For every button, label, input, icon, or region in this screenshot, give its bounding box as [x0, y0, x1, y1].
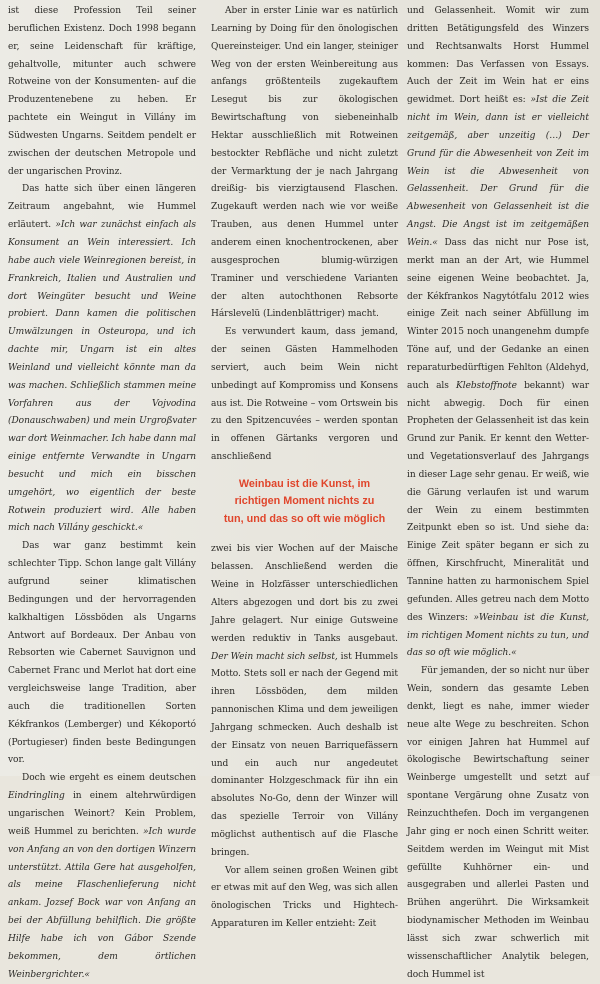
pull-quote-line: tun, und das so oft wie möglich	[223, 512, 386, 525]
text-column-3	[407, 3, 589, 984]
paragraph: Doch wie ergeht es einem deutschen Eindringling in einem altehrwürdigen ungarischen Weinort? Kein Problem, weiß Hummel zu berichten. »Ich wurde von Anfang an von den dortigen Winzern unterstützt. Attila Gere hat ausgeholfen, als meine Flaschenlieferung nicht ankam. Jozsef Bock war von Anfang an bei der Abfüllung behilflich. Die größte Hilfe habe ich von Gábor Szende bekommen, dem örtlichen Weinbergrichter.«	[8, 773, 196, 980]
text-column-2	[211, 3, 398, 934]
quote: »Weinbau ist die Kunst, im richtigen Moment nichts zu tun, und das so oft wie möglich.«	[407, 612, 589, 659]
pull-quote	[211, 476, 398, 529]
pull-quote-line: richtigen Moment nichts zu	[234, 495, 375, 508]
paragraph: Es verwundert kaum, dass jemand, der seinen Gästen Hammelhoden serviert, auch beim Wein nicht unbedingt auf Kompromiss und Konsens aus ist. Die Rotweine – vom Ortswein bis zu den Spitzencuvées – werden spontan in offenen Gärtanks vergoren und anschließend	[211, 327, 398, 463]
text-column-1	[8, 3, 196, 984]
paragraph: Das hatte sich über einen längeren Zeitraum angebahnt, wie Hummel erläutert. »Ich war zunächst einfach als Konsument an Wein interessiert. Ich habe auch viele Weinregionen bereist, in Frankreich, Italien und Australien und dort Weingüter besucht und Weine probiert. Dann kamen die politischen Umwälzungen in Osteuropa, und ich dachte mir, Ungarn ist ein altes Weinland und vielleicht könnte man da was machen. Schließlich stammen meine Vorfahren aus der Vojvodina (Donauschwaben) und mein Urgroßvater war dort Weinmacher. Ich habe dann mal einige entfernte Verwandte in Ungarn besucht und mich ein bisschen umgehört, wo eigentlich der beste Rotwein produziert wird. Alle haben mich nach Villány geschickt.«	[8, 184, 196, 534]
paragraph: Vor allem seinen großen Weinen gibt er etwas mit auf den Weg, was sich allen önologischen Tricks und Hightech-Apparaturen im Keller entzieht: Zeit	[211, 865, 398, 930]
pull-quote-line: Weinbau ist die Kunst, im	[238, 477, 371, 490]
paragraph: Aber in erster Linie war es natürlich Learning by Doing für den önologischen Quereinsteiger. Und ein langer, steiniger Weg von der ersten Weinbereitung aus anfangs größtenteils zugekauftem Lesegut bis zur ökologischen Bewirtschaftung von siebeneinhalb Hektar ausschließlich mit Rotweinen bestockter Rebfläche und nicht zuletzt der Vermarktung der je nach Jahrgang dreißig- bis vierzigtausend Flaschen. Zugekauft werden nach wie vor weiße Trauben, aus denen Hummel unter anderem einen knochentrockenen, aber ausgesprochen blumig-würzigen Traminer und verschiedene Varianten der alten autochthonen Rebsorte Hárslevelü (Lindenblättriger) macht.	[211, 6, 398, 320]
paragraph: Für jemanden, der so nicht nur über Wein, sondern das gesamte Leben denkt, liegt es nahe, immer wieder neue alte Wege zu beschreiten. Schon vor einigen Jahren hat Hummel auf ökologische Bewirtschaftung seiner Weinberge umgestellt und setzt auf spontane Vergärung ohne Zusatz von Reinzuchthefen. Doch im vergangenen Jahr ging er noch einen Schritt weiter. Seitdem werden im Weingut mit Mist gefüllte Kuhhörner ein- und ausgegraben und allerlei Pasten und Brühen angerührt. Die Wirksamkeit biodynamischer Methoden im Weinbau lässt sich zwar schwerlich mit wissenschaftlicher Analytik belegen, doch Hummel ist	[407, 666, 589, 980]
quote: »Ist die Zeit nicht im Wein, dann ist er vielleicht zeitgemäß, aber unzeitig (…) Der Grund für die Abwesenheit von Zeit im Wein ist die Abwesenheit von Gelassenheit. Der Grund für die Abwesenheit von Gelassenheit ist die Angst. Die Angst ist im zeitgemäßen Wein.«	[407, 95, 589, 248]
paragraph: und Gelassenheit. Womit wir zum dritten Betätigungsfeld des Winzers und Rechtsanwalts Horst Hummel kommen: Das Verfassen von Essays. Auch der Zeit im Wein hat er eins gewidmet. Dort heißt es: »Ist die Zeit nicht im Wein, dann ist er vielleicht zeitgemäß, aber unzeitig (…) Der Grund für die Abwesenheit von Zeit im Wein ist die Abwesenheit von Gelassenheit. Der Grund für die Abwesenheit von Gelassenheit ist die Angst. Die Angst ist im zeitgemäßen Wein.« Dass das nicht nur Pose ist, merkt man an der Art, wie Hummel seine eigenen Weine beobachtet. Ja, der Kékfrankos Nagytótfalu 2012 wies einige Zeit nach seiner Abfüllung im Winter 2015 noch unangenehm dumpfe Töne auf, und der Gedanke an einen reparaturbedürftigen Fehlton (Aldehyd, auch als Klebstoffnote bekannt) war nicht abwegig. Doch für einen Propheten der Gelassenheit ist das kein Grund zur Panik. Er kennt den Wetter- und Vegetationsverlauf des Jahrgangs in dieser Lage sehr genau. Er weiß, wie die Gärung verlaufen ist und warum der Wein zu einem bestimmten Zeitpunkt eben so ist. Und siehe da: Einige Zeit später begann er sich zu öffnen, Kirschfrucht, Mineralität und Tannine hatten zu harmonischem Spiel gefunden. Alles getreu nach dem Motto des Winzers: »Weinbau ist die Kunst, im richtigen Moment nichts zu tun, und das so oft wie möglich.«	[407, 6, 589, 659]
paragraph: Das war ganz bestimmt kein schlechter Tipp. Schon lange galt Villány aufgrund seiner klimatischen Bedingungen und der hervorragenden kalkhaltigen Lössböden als Ungarns Antwort auf Bordeaux. Der Anbau von Rebsorten wie Cabernet Sauvignon und Cabernet Franc und Merlot hat dort eine vergleichsweise lange Tradition, aber auch die traditionellen Sorten Kékfrankos (Lemberger) und Kékoportó (Portugieser) finden beste Bedingungen vor.	[8, 541, 196, 766]
paragraph: zwei bis vier Wochen auf der Maische belassen. Anschließend werden die Weine in Holzfässer unterschiedlichen Alters abgezogen und dort bis zu zwei Jahre gelagert. Nur einige Gutsweine werden reduktiv in Tanks ausgebaut. Der Wein macht sich selbst, ist Hummels Motto. Stets soll er nach der Gegend mit ihren Lössböden, dem milden pannonischen Klima und dem jeweiligen Jahrgang schmecken. Auch deshalb ist der Einsatz von neuen Barriquefässern und ein auch nur angedeutet dominanter Holzgeschmack für ihn ein absolutes No-Go, denn der Winzer will das spezielle Terroir von Villány möglichst authentisch auf die Flasche bringen.	[211, 544, 398, 858]
paragraph: ist diese Profession Teil seiner beruflichen Existenz. Doch 1998 begann er, seine Leidenschaft für kräftige, gehaltvolle, mitunter auch schwere Rotweine von der Konsumenten- auf die Produzentenebene zu heben. Er pachtete ein Weingut in Villány im Südwesten Ungarns. Seitdem pendelt er zwischen der deutschen Metropole und der ungarischen Provinz.	[8, 6, 196, 177]
quote: »Ich war zunächst einfach als Konsument an Wein interessiert. Ich habe auch viele Weinregionen bereist, in Frankreich, Italien und Australien und dort Weingüter besucht und Weine probiert. Dann kamen die politischen Umwälzungen in Osteuropa, und ich dachte mir, Ungarn ist ein altes Weinland und vielleicht könnte man da was machen. Schließlich stammen meine Vorfahren aus der Vojvodina (Donauschwaben) und mein Urgroßvater war dort Weinmacher. Ich habe dann mal einige entfernte Verwandte in Ungarn besucht und mich ein bisschen umgehört, wo eigentlich der beste Rotwein produziert wird. Alle haben mich nach Villány geschickt.«	[8, 220, 196, 534]
quote: »Ich wurde von Anfang an von den dortigen Winzern unterstützt. Attila Gere hat ausgeholfen, als meine Flaschenlieferung nicht ankam. Jozsef Bock war von Anfang an bei der Abfüllung behilflich. Die größte Hilfe habe ich von Gábor Szende bekommen, dem örtlichen Weinbergrichter.«	[8, 826, 196, 980]
